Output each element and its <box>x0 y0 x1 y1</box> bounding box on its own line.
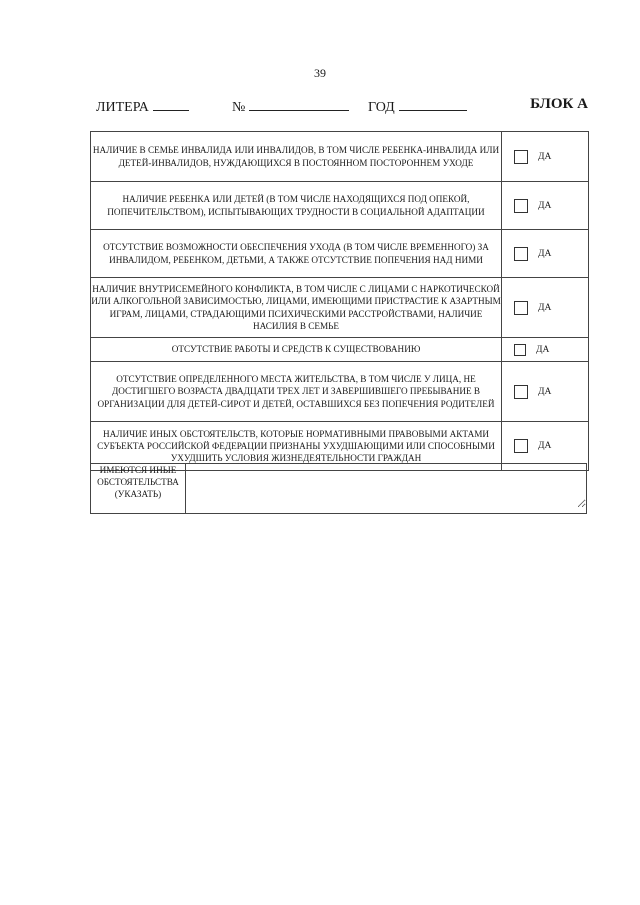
row-text: НАЛИЧИЕ РЕБЕНКА ИЛИ ДЕТЕЙ (В ТОМ ЧИСЛЕ НАХОДЯЩИХСЯ ПОД ОПЕКОЙ, ПОПЕЧИТЕЛЬСТВОМ), ИСПЫТЫВАЮЩИХ ТРУДНОСТИ В СОЦИАЛЬНОЙ АДАПТАЦИИ <box>91 182 502 230</box>
circumstances-table <box>90 131 589 471</box>
checkbox-label: ДА <box>538 248 552 259</box>
checkbox-label: ДА <box>538 441 552 451</box>
row-text: НАЛИЧИЕ В СЕМЬЕ ИНВАЛИДА ИЛИ ИНВАЛИДОВ, В ТОМ ЧИСЛЕ РЕБЕНКА-ИНВАЛИДА ИЛИ ДЕТЕЙ-ИНВАЛИДОВ, НУЖДАЮЩИХСЯ В ПОСТОЯННОМ ПОСТОРОННЕМ УХОДЕ <box>91 132 502 182</box>
row-checkbox[interactable] <box>514 439 528 453</box>
row-check-cell <box>502 338 589 362</box>
year-blank[interactable] <box>399 97 467 111</box>
row-text: НАЛИЧИЕ ИНЫХ ОБСТОЯТЕЛЬСТВ, КОТОРЫЕ НОРМАТИВНЫМИ ПРАВОВЫМИ АКТАМИ СУБЪЕКТА РОССИЙСКОЙ ФЕДЕРАЦИИ ПРИЗНАНЫ УХУДШАЮЩИМИ ИЛИ СПОСОБНЫМИ УХУДШИТЬ УСЛОВИЯ ЖИЗНЕДЕЯТЕЛЬНОСТИ ГРАЖДАН <box>91 422 502 471</box>
table-row <box>91 338 589 362</box>
year-label: ГОД <box>368 100 395 115</box>
table-row <box>91 278 589 338</box>
year-field[interactable] <box>368 97 467 116</box>
row-check-cell <box>502 362 589 422</box>
litera-blank[interactable] <box>153 97 189 111</box>
row-checkbox[interactable] <box>514 385 528 399</box>
form-header <box>96 97 588 115</box>
table-row <box>91 230 589 278</box>
row-checkbox[interactable] <box>514 301 528 315</box>
other-circumstances-input[interactable] <box>186 464 586 508</box>
other-circumstances-table <box>90 463 587 514</box>
row-checkbox[interactable] <box>514 150 528 164</box>
row-check-cell <box>502 230 589 278</box>
checkbox-label: ДА <box>538 386 552 397</box>
row-checkbox[interactable] <box>514 344 526 356</box>
other-label: ИМЕЮТСЯ ИНЫЕ ОБСТОЯТЕЛЬСТВА (УКАЗАТЬ) <box>91 464 186 514</box>
row-text: ОТСУТСТВИЕ ОПРЕДЕЛЕННОГО МЕСТА ЖИТЕЛЬСТВА, В ТОМ ЧИСЛЕ У ЛИЦА, НЕ ДОСТИГШЕГО ВОЗРАСТА ДВАДЦАТИ ТРЕХ ЛЕТ И ЗАВЕРШИВШЕГО ПРЕБЫВАНИЕ В ОРГАНИЗАЦИИ ДЛЯ ДЕТЕЙ-СИРОТ И ДЕТЕЙ, ОСТАВШИХСЯ БЕЗ ПОПЕЧЕНИЯ РОДИТЕЛЕЙ <box>91 362 502 422</box>
checkbox-label: ДА <box>538 302 552 313</box>
row-check-cell <box>502 278 589 338</box>
checkbox-label: ДА <box>538 200 552 211</box>
number-label: № <box>232 100 246 115</box>
row-check-cell <box>502 132 589 182</box>
table-row <box>91 362 589 422</box>
row-text: НАЛИЧИЕ ВНУТРИСЕМЕЙНОГО КОНФЛИКТА, В ТОМ ЧИСЛЕ С ЛИЦАМИ С НАРКОТИЧЕСКОЙ ИЛИ АЛКОГОЛЬНОЙ ЗАВИСИМОСТЬЮ, ЛИЦАМИ, ИМЕЮЩИМИ ПРИСТРАСТИЕ К АЗАРТНЫМ ИГРАМ, ЛИЦАМИ, СТРАДАЮЩИМИ ПСИХИЧЕСКИМИ РАССТРОЙСТВАМИ, НАЛИЧИЕ НАСИЛИЯ В СЕМЬЕ <box>91 278 502 338</box>
checkbox-label: ДА <box>536 344 550 355</box>
row-text: ОТСУТСТВИЕ ВОЗМОЖНОСТИ ОБЕСПЕЧЕНИЯ УХОДА (В ТОМ ЧИСЛЕ ВРЕМЕННОГО) ЗА ИНВАЛИДОМ, РЕБЕНКОМ, ДЕТЬМИ, А ТАКЖЕ ОТСУТСТВИЕ ПОПЕЧЕНИЯ НАД НИМИ <box>91 230 502 278</box>
number-blank[interactable] <box>249 97 349 111</box>
page-number: 39 <box>314 66 326 80</box>
table-row <box>91 132 589 182</box>
number-field[interactable] <box>232 97 349 116</box>
other-row <box>91 464 587 514</box>
litera-label: ЛИТЕРА <box>96 100 149 115</box>
other-field-cell <box>186 464 587 514</box>
row-checkbox[interactable] <box>514 199 528 213</box>
litera-field[interactable] <box>96 97 189 116</box>
row-check-cell <box>502 182 589 230</box>
table-row <box>91 182 589 230</box>
row-checkbox[interactable] <box>514 247 528 261</box>
block-label: БЛОК А <box>530 96 588 112</box>
row-text: ОТСУТСТВИЕ РАБОТЫ И СРЕДСТВ К СУЩЕСТВОВАНИЮ <box>91 338 502 362</box>
checkbox-label: ДА <box>538 151 552 162</box>
